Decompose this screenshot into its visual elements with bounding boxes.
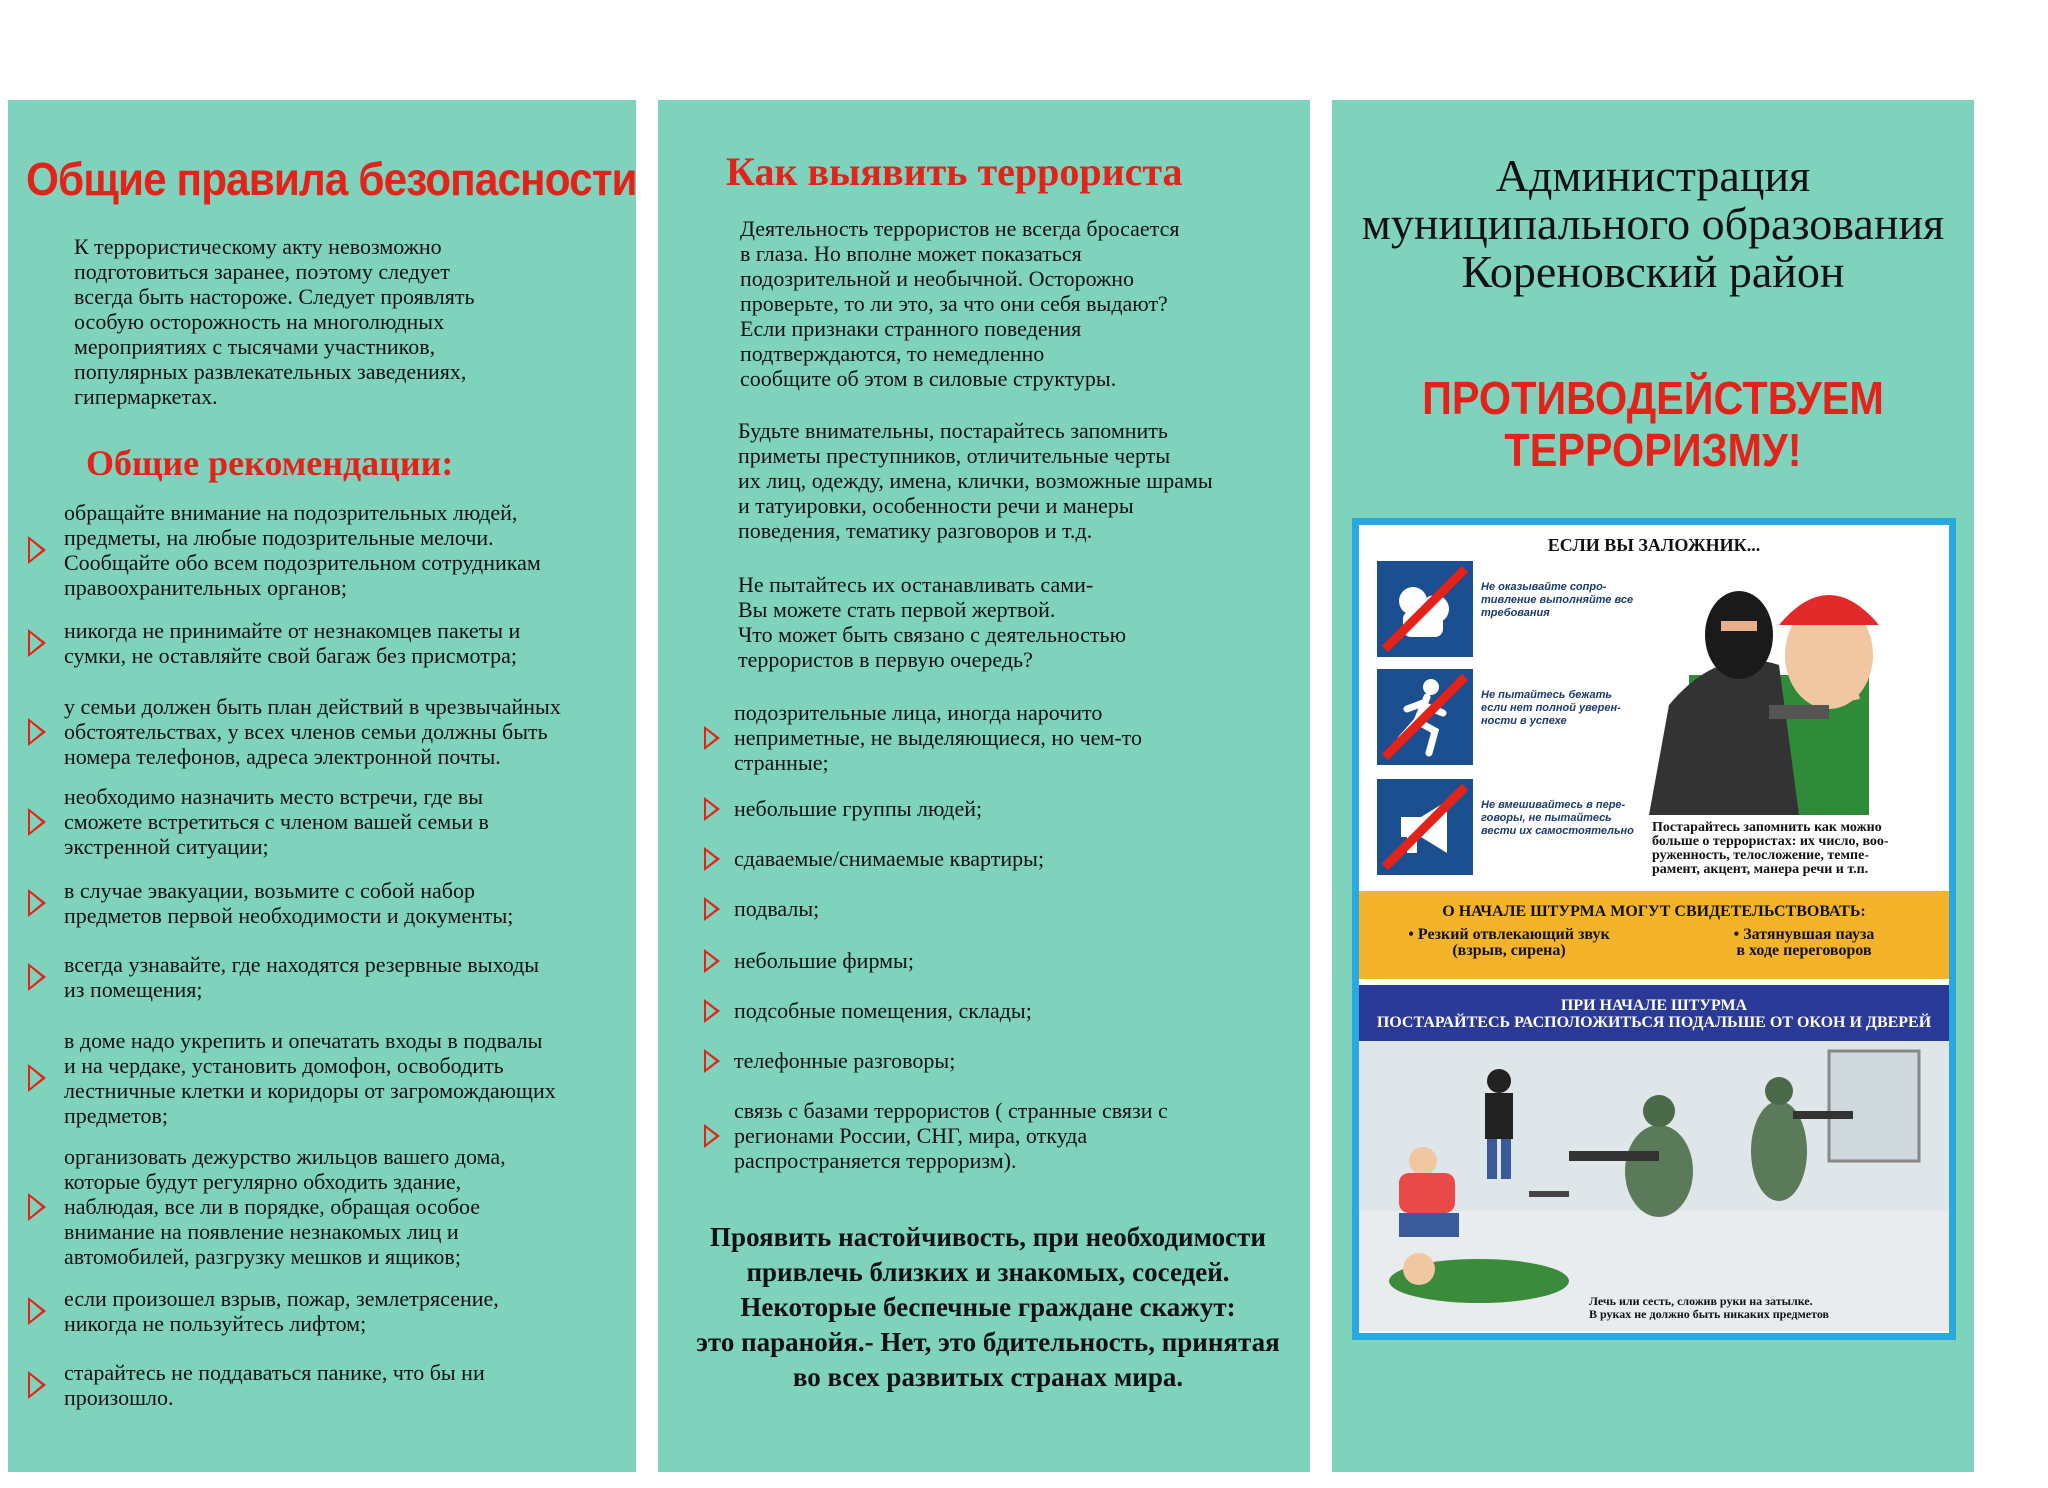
rule-no-escape: Не пытайтесь бежать если нет полной уверен- ности в успехе bbox=[1377, 669, 1647, 769]
list-item: сдаваемые/снимаемые квартиры; bbox=[704, 846, 1294, 871]
rule-no-resistance: Не оказывайте сопро- тивление выполняйте все требования bbox=[1377, 561, 1647, 661]
storm-sign-sound: • Резкий отвлекающий звук (взрыв, сирена) bbox=[1408, 926, 1610, 959]
panel2-intro-1: Деятельность террористов не всегда бросается в глаза. Но вполне может показаться подозрительной и необычной. Осторожно проверьте, то ли это, за что они себя выдают? Если признаки странного поведения подтверждаются, то немедленно сообщите об этом в силовые структуры. bbox=[740, 216, 1180, 391]
hostage-poster bbox=[1352, 518, 1956, 1340]
triangle-bullet-icon bbox=[28, 963, 46, 991]
triangle-bullet-icon bbox=[28, 1297, 46, 1325]
list-item: телефонные разговоры; bbox=[704, 1048, 1294, 1073]
panel2-intro-3: Не пытайтесь их останавливать сами- Вы можете стать первой жертвой. Что может быть связано с деятельностью террористов в первую очередь? bbox=[738, 572, 1127, 672]
storm-banner: ПРИ НАЧАЛЕ ШТУРМА ПОСТАРАЙТЕСЬ РАСПОЛОЖИТЬСЯ ПОДАЛЬШЕ ОТ ОКОН И ДВЕРЕЙ bbox=[1359, 985, 1949, 1041]
remember-text: Постарайтесь запомнить как можно больше о террористах: их число, воо- руженность, телосложение, темпе- рамент, акцент, манера речи и т.п. bbox=[1652, 820, 1889, 877]
list-item: в доме надо укрепить и опечатать входы в подвалы и на чердаке, установить домофон, освободить лестничные клетки и коридоры от загромождающих предметов; bbox=[28, 1028, 628, 1128]
panel2-closing: Проявить настойчивость, при необходимости привлечь близких и знакомых, соседей. Некоторые беспечные граждане скажут: это паранойя.- Нет, это бдительность, принятая во всех развитых странах мира. bbox=[696, 1222, 1280, 1392]
triangle-bullet-icon bbox=[28, 889, 46, 917]
triangle-bullet-icon bbox=[28, 1064, 46, 1092]
list-item: связь с базами террористов ( странные связи с регионами России, СНГ, мира, откуда распространяется терроризм). bbox=[704, 1098, 1294, 1173]
list-item: организовать дежурство жильцов вашего дома, которые будут регулярно обходить здание, наблюдая, все ли в порядке, обращая особое внимание на появление незнакомых лиц и автомобилей, разгрузку мешков и ящиков; bbox=[28, 1144, 628, 1269]
list-item: у семьи должен быть план действий в чрезвычайных обстоятельствах, у всех членов семьи должны быть номера телефонов, адреса электронной почты. bbox=[28, 694, 628, 769]
panel2-title: Как выявить террориста bbox=[726, 149, 1183, 194]
triangle-bullet-icon bbox=[28, 808, 46, 836]
list-item: небольшие фирмы; bbox=[704, 948, 1294, 973]
triangle-bullet-icon bbox=[28, 536, 46, 564]
triangle-bullet-icon bbox=[704, 1124, 720, 1148]
list-item: в случае эвакуации, возьмите с собой набор предметов первой необходимости и документы; bbox=[28, 878, 628, 928]
no-running-icon bbox=[1377, 669, 1473, 765]
list-item: никогда не принимайте от незнакомцев пакеты и сумки, не оставляйте свой багаж без присмотра; bbox=[28, 618, 628, 668]
triangle-bullet-icon bbox=[704, 897, 720, 921]
list-item: небольшие группы людей; bbox=[704, 796, 1294, 821]
list-item: всегда узнавайте, где находятся резервные выходы из помещения; bbox=[28, 952, 628, 1002]
list-item: необходимо назначить место встречи, где вы сможете встретиться с членом вашей семьи в экстренной ситуации; bbox=[28, 784, 628, 859]
hostage-illustration bbox=[1629, 555, 1939, 815]
triangle-bullet-icon bbox=[704, 726, 720, 750]
lie-caption: Лечь или сесть, сложив руки на затылке. В руках не должно быть никаких предметов bbox=[1589, 1294, 1829, 1321]
list-item: старайтесь не поддаваться панике, что бы ни произошло. bbox=[28, 1360, 628, 1410]
no-megaphone-icon bbox=[1377, 779, 1473, 875]
triangle-bullet-icon bbox=[704, 847, 720, 871]
list-item: подсобные помещения, склады; bbox=[704, 998, 1294, 1023]
panel1-subtitle: Общие рекомендации: bbox=[86, 443, 454, 483]
panel-general-rules bbox=[8, 100, 636, 1472]
rule-no-negotiation: Не вмешивайтесь в пере- говоры, не пытайтесь вести их самостоятельно bbox=[1377, 779, 1647, 879]
triangle-bullet-icon bbox=[28, 1371, 46, 1399]
hostage-title: ЕСЛИ ВЫ ЗАЛОЖНИК... bbox=[1547, 535, 1761, 555]
list-item: обращайте внимание на подозрительных людей, предметы, на любые подозрительные мелочи. Сообщайте обо всем подозрительном сотрудникам правоохранительных органов; bbox=[28, 500, 628, 600]
panel2-intro-2: Будьте внимательны, постарайтесь запомнить приметы преступников, отличительные черты их лиц, одежду, имена, клички, возможные шрамы и татуировки, особенности речи и манеры поведения, тематику разговоров и т.д. bbox=[738, 418, 1213, 543]
list-item: подозрительные лица, иногда нарочито неприметные, не выделяющиеся, но чем-то странные; bbox=[704, 700, 1294, 775]
triangle-bullet-icon bbox=[704, 999, 720, 1023]
panel1-intro: К террористическому акту невозможно подготовиться заранее, поэтому следует всегда быть настороже. Следует проявлять особую осторожность на многолюдных мероприятиях с тысячами участников, популярных развлекательных заведениях, гипермаркетах. bbox=[74, 234, 475, 409]
triangle-bullet-icon bbox=[28, 1193, 46, 1221]
panel1-title: Общие правила безопасности bbox=[26, 153, 637, 205]
triangle-bullet-icon bbox=[28, 629, 46, 657]
administration-heading: Администрация муниципального образования Кореновский район bbox=[1361, 150, 1945, 297]
triangle-bullet-icon bbox=[704, 797, 720, 821]
storm-sign-pause: • Затянувшая пауза в ходе переговоров bbox=[1733, 926, 1875, 959]
list-item: подвалы; bbox=[704, 896, 1294, 921]
panel-cover bbox=[1332, 100, 1974, 1472]
panel-identify-terrorist bbox=[658, 100, 1310, 1472]
triangle-bullet-icon bbox=[704, 1049, 720, 1073]
storm-illustration bbox=[1359, 1041, 1949, 1331]
triangle-bullet-icon bbox=[28, 718, 46, 746]
storm-signs-box: О НАЧАЛЕ ШТУРМА МОГУТ СВИДЕТЕЛЬСТВОВАТЬ: • Резкий отвлекающий звук (взрыв, сирена) • Затянувшая пауза в ходе переговоров bbox=[1359, 891, 1949, 979]
triangle-bullet-icon bbox=[704, 949, 720, 973]
list-item: если произошел взрыв, пожар, землетрясение, никогда не пользуйтесь лифтом; bbox=[28, 1286, 628, 1336]
slogan: ПРОТИВОДЕЙСТВУЕМ ТЕРРОРИЗМУ! bbox=[1422, 372, 1884, 476]
no-resistance-icon bbox=[1377, 561, 1473, 657]
